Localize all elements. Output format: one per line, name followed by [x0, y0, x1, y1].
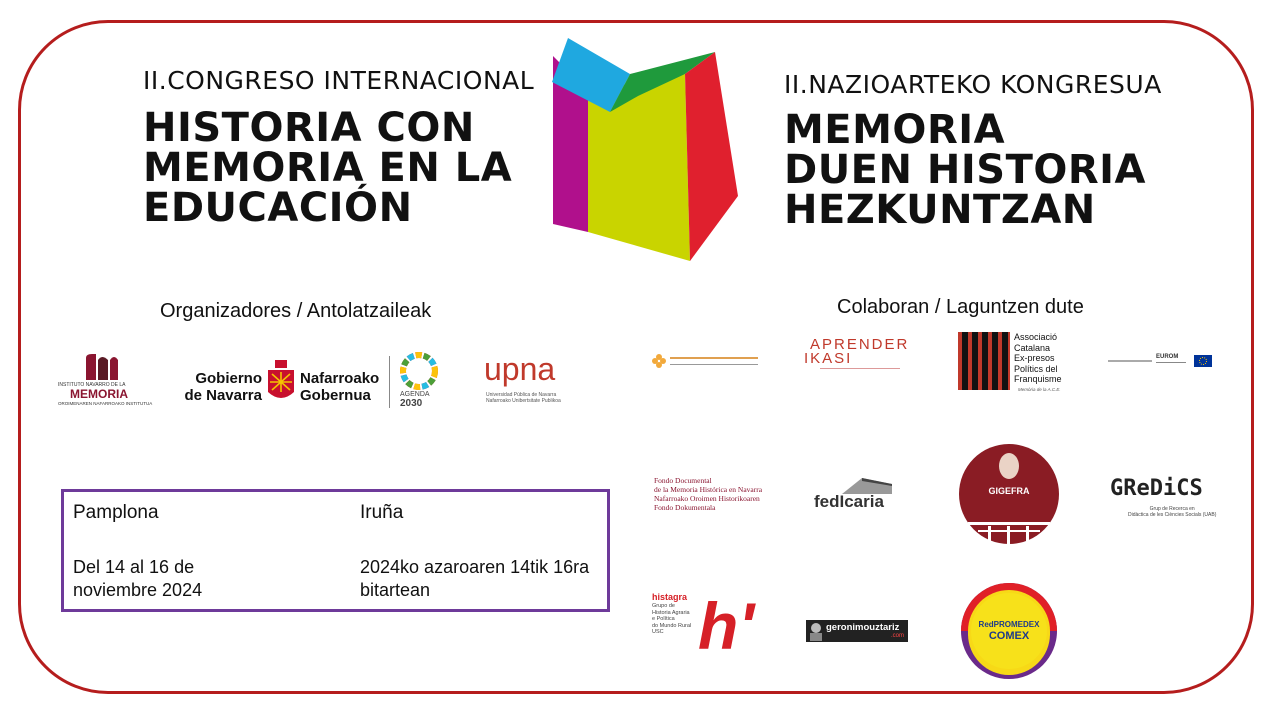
- gigefra-badge-icon: [958, 444, 1060, 548]
- prison-bars-icon: [958, 332, 1010, 390]
- agenda-label: AGENDA: [400, 391, 430, 398]
- portrait-icon: [808, 621, 824, 641]
- gobierno-left: [184, 370, 262, 404]
- sdg-wheel-icon: [400, 352, 438, 390]
- divider: [389, 356, 390, 408]
- histagra-line-4: do Mundo Rural: [652, 622, 692, 629]
- memoria-line-2: MEMORIA: [70, 387, 128, 401]
- fondo-line-3: Nafarroako Oroimen Historikoaren: [654, 494, 760, 503]
- histagra-sub: [652, 603, 691, 636]
- eurom-sub-line: [1156, 362, 1186, 363]
- fedicaria-logo: [812, 476, 904, 516]
- eu-flag-icon: [1194, 355, 1212, 367]
- eurom-left-line: [1108, 360, 1152, 362]
- histagra-line-1: Grupo de: [652, 603, 675, 609]
- title-eu: [784, 107, 1147, 233]
- redpromedex-top: RedPROMEDEX: [978, 620, 1040, 629]
- gigefra-name: GIGEFRA: [988, 486, 1030, 496]
- redpromedex-bottom: COMEX: [988, 630, 1030, 642]
- dates-es: Del 14 al 16 de noviembre 2024: [73, 557, 203, 600]
- associacio-line-2: Catalana: [1014, 342, 1051, 353]
- associacio-line-3: Ex-presos: [1014, 353, 1055, 363]
- gobierno-navarra-logo: [182, 356, 392, 410]
- upna-logo: [484, 352, 584, 408]
- gigefra-logo: [958, 444, 1060, 548]
- memoria-institute-logo: [56, 352, 153, 408]
- gredics-line-1: Grup de Recerca en: [1149, 506, 1195, 512]
- eurom-logo: [1108, 354, 1214, 370]
- associacio-tagline: Memòria de la A.C.E.: [1018, 387, 1061, 392]
- histagra-logo: [652, 589, 764, 668]
- gobierno-right-2: Gobernua: [300, 387, 371, 404]
- title-es-line-2: MEMORIA EN LA: [143, 145, 513, 191]
- gredics-line-2: Didàctica de les Ciències Socials (UAB): [1128, 512, 1217, 518]
- flower-icon: [652, 354, 666, 368]
- fondo-line-4: Fondo Dokumentala: [654, 503, 716, 512]
- histagra-line-3: e Política: [652, 616, 675, 622]
- city-eu: Iruña: [360, 502, 404, 523]
- associacio-logo: [958, 332, 1068, 394]
- histagra-mark: h': [698, 589, 755, 663]
- fondo-line-2: de la Memoria Histórica en Navarra: [654, 485, 763, 494]
- subtitle-es: II.CONGRESO INTERNACIONAL: [143, 66, 535, 95]
- fondo-line-1: Fondo Documental: [654, 476, 712, 485]
- title-es: [143, 105, 513, 231]
- geronimo-name: geronimouztariz: [826, 622, 900, 633]
- navarra-shield-icon: [266, 360, 296, 404]
- gredics-logo: [1108, 476, 1218, 522]
- memoria-line-1: INSTITUTO NAVARRO DE LA: [58, 382, 126, 388]
- fedicaria-name: fedIcaria: [814, 492, 884, 511]
- associacio-line-5: Franquisme: [1014, 374, 1062, 384]
- upna-line-2: Nafarroako Unibertsitate Publikoa: [486, 398, 561, 404]
- agenda-year: 2030: [400, 398, 423, 409]
- colegio-text-line: [670, 357, 758, 359]
- colegio-logo: [652, 352, 762, 372]
- aprender-ikasi-logo: [804, 336, 914, 392]
- histagra-name: histagra: [652, 592, 688, 602]
- associacio-line-4: Polítics del: [1014, 363, 1058, 374]
- aprender-bottom: IKASI: [804, 350, 853, 367]
- aprender-top: APRENDER: [810, 336, 910, 353]
- organizers-heading: Organizadores / Antolatzaileak: [160, 300, 432, 322]
- title-eu-line-3: HEZKUNTZAN: [784, 187, 1096, 233]
- fondo-documental-logo: [654, 476, 774, 520]
- gredics-sub: [1128, 506, 1216, 518]
- agenda-2030-logo: [398, 352, 442, 410]
- title-es-line-3: EDUCACIÓN: [143, 185, 413, 231]
- event-info-box: [61, 489, 610, 612]
- histagra-line-2: Historia Agraria: [652, 609, 690, 616]
- gobierno-left-2: de Navarra: [184, 387, 262, 404]
- collaborators-heading: Colaboran / Laguntzen dute: [837, 296, 1084, 318]
- geronimouztariz-logo: [806, 620, 908, 642]
- associacio-line-1: Associació: [1014, 332, 1058, 342]
- memoria-m-icon: [84, 352, 120, 382]
- geronimo-suffix: .com: [890, 633, 904, 639]
- colegio-sub-line: [670, 364, 758, 365]
- gobierno-right: [300, 370, 379, 404]
- redpromedex-logo: [958, 582, 1060, 680]
- upna-line-1: Universidad Pública de Navarra: [486, 392, 557, 398]
- title-es-line-1: HISTORIA CON: [143, 105, 475, 151]
- gredics-name: GReDiCS: [1110, 476, 1203, 501]
- associacio-name: [1014, 332, 1062, 385]
- histagra-line-5: USC: [652, 629, 664, 635]
- title-eu-line-2: DUEN HISTORIA: [784, 147, 1147, 193]
- city-es: Pamplona: [73, 502, 159, 523]
- title-eu-line-1: MEMORIA: [784, 107, 1006, 153]
- eurom-name: EUROM: [1156, 354, 1179, 360]
- congress-m-logo: [550, 36, 740, 262]
- aprender-sub-line: [820, 368, 900, 369]
- dates-eu: 2024ko azaroaren 14tik 16ra bitartean: [360, 557, 590, 600]
- subtitle-eu: II.NAZIOARTEKO KONGRESUA: [784, 70, 1162, 99]
- upna-name: upna: [484, 351, 556, 387]
- gobierno-left-1: Gobierno: [195, 370, 262, 387]
- memoria-line-3: OROIMENAREN NAFARROAKO INSTITUTUA: [58, 401, 153, 406]
- gobierno-right-1: Nafarroako: [300, 370, 380, 387]
